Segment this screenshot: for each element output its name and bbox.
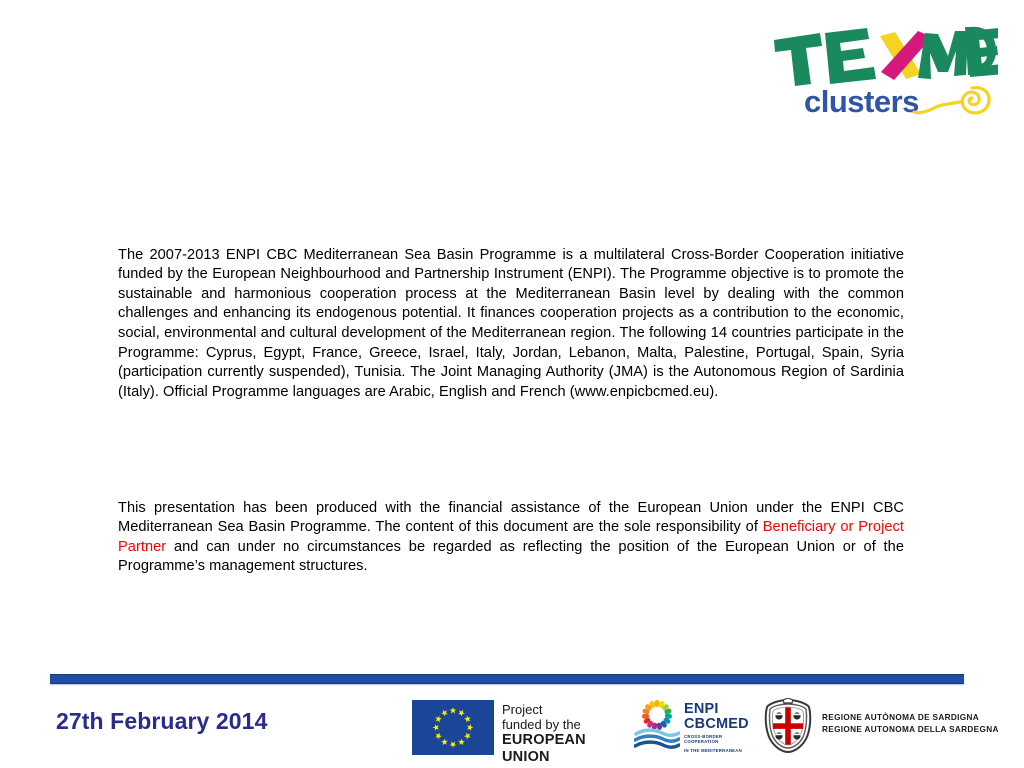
sardinia-text-line-2: REGIONE AUTONOMA DELLA SARDEGNA — [822, 724, 999, 734]
enpi-cbcmed-logo — [634, 698, 758, 756]
presentation-date: 27th February 2014 — [56, 708, 268, 734]
enpi-name-line-1: ENPI — [684, 701, 719, 717]
enpi-name-line-2: CBCMED — [684, 715, 749, 732]
eu-text-line-3: EUROPEAN UNION — [502, 732, 586, 765]
european-union-funding-logo — [412, 700, 612, 765]
sardinia-text-line-1: REGIONE AUTÒNOMA DE SARDIGNA — [822, 713, 980, 722]
svg-text:clusters: clusters — [804, 84, 919, 119]
sardinia-coat-of-arms-icon — [762, 698, 814, 754]
disclaimer-paragraph — [118, 499, 904, 577]
texmed-clusters-logo — [768, 22, 998, 122]
disclaimer-text-before: This presentation has been produced with the financial assistance of the European Union under the ENPI CBC Mediterranean Sea Basin Programme. The content of this document are the sole responsibility of — [118, 499, 904, 536]
eu-text-line-1: Project — [502, 702, 543, 717]
eu-funding-text — [502, 702, 612, 766]
regione-sardegna-logo — [762, 698, 999, 756]
eu-flag-icon — [412, 700, 494, 755]
disclaimer-text-after: and can under no circumstances be regarded as reflecting the position of the European Union or of the Programme’s management structures. — [118, 538, 904, 575]
footer-divider-rule — [50, 674, 964, 684]
enpi-cbcmed-text — [684, 702, 758, 753]
sardinia-region-text — [822, 712, 999, 735]
enpi-sun-waves-icon — [634, 698, 680, 754]
enpi-tagline-line-1: CROSS-BORDER COOPERATION — [684, 734, 723, 745]
enpi-tagline-line-2: IN THE MEDITERRANEAN — [684, 747, 742, 753]
disclaimer-highlight: Beneficiary or Project Partner — [118, 519, 904, 555]
eu-text-line-2: funded by the — [502, 717, 581, 732]
programme-description-paragraph: The 2007-2013 ENPI CBC Mediterranean Sea Basin Programme is a multilateral Cross-Border Cooperation initiative funded by the European Neighbourhood and Partnership Instrument (ENPI). The Programme objective is to promote the sustainable and harmonious cooperation process at the Mediterranean Basin level by dealing with the common challenges and enhancing its endogenous potential. It finances cooperation projects as a contribution to the economic, social, environmental and cultural development of the Mediterranean region. The following 14 countries participate in the Programme: Cyprus, Egypt, France, Greece, Israel, Italy, Jordan, Lebanon, Malta, Palestine, Portugal, Spain, Syria (participation currently suspended), Tunisia. The Joint Managing Authority (JMA) is the Autonomous Region of Sardinia (Italy). Official Programme languages are Arabic, English and French (www.enpicbcmed.eu). — [118, 246, 904, 400]
